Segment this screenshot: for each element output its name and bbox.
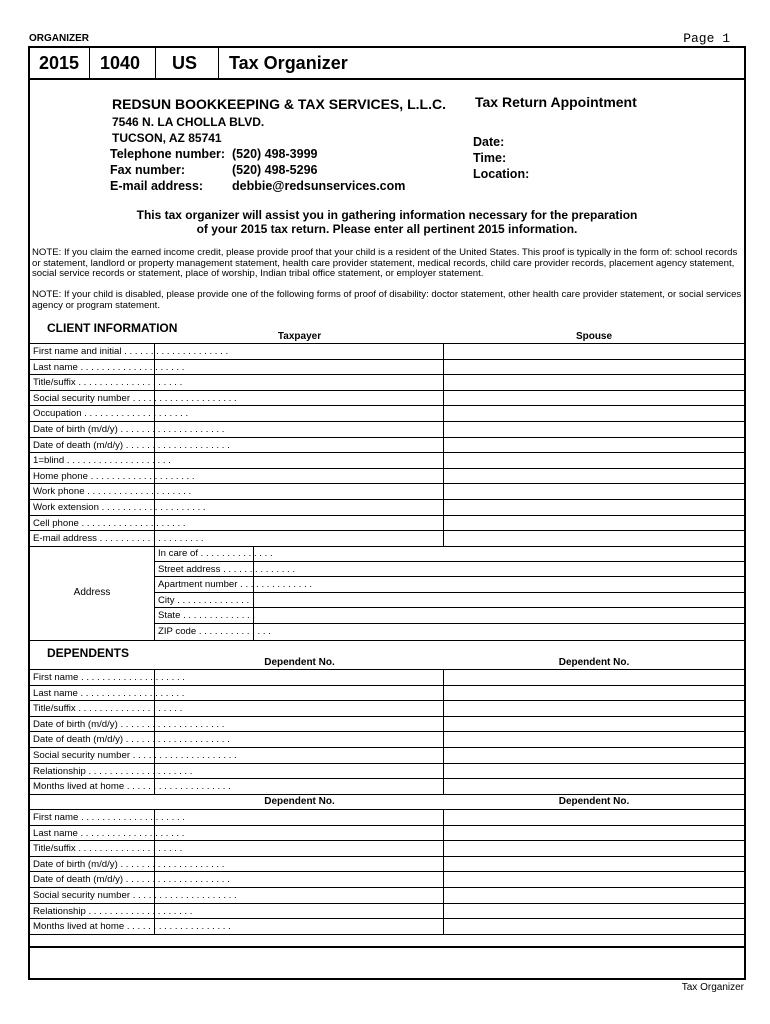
address-row-text: ZIP code [158, 625, 197, 637]
table-row [30, 375, 744, 391]
entry-field-left[interactable] [155, 826, 444, 841]
row-label-text: First name [33, 672, 79, 683]
row-label [30, 857, 225, 872]
entry-field-left[interactable] [155, 872, 444, 887]
intro-line1: This tax organizer will assist you in gathering information necessary for the preparation [136, 208, 638, 222]
row-label [30, 344, 229, 359]
entry-field-left[interactable] [155, 438, 444, 453]
entry-field-left[interactable] [155, 670, 444, 685]
row-label [30, 484, 192, 499]
appointment-title: Tax Return Appointment [475, 94, 637, 110]
row-label [30, 406, 189, 421]
dependents-table-1 [30, 669, 744, 795]
firm-address-line1: 7546 N. LA CHOLLA BLVD. [112, 115, 265, 129]
row-label [30, 391, 237, 406]
entry-field-right[interactable] [444, 826, 744, 841]
entry-field-right[interactable] [444, 717, 744, 732]
entry-field-left[interactable] [155, 422, 444, 437]
leader-dots: . . . . . . . . . . . . . . . . . . . . [77, 687, 185, 699]
leader-dots: . . . . . . . . . . . . . . . . . . . . [85, 905, 193, 917]
address-entry-field[interactable] [254, 593, 744, 608]
entry-field-left[interactable] [155, 531, 444, 546]
table-row [30, 531, 744, 547]
row-label [30, 904, 193, 919]
entry-field-right[interactable] [444, 406, 744, 421]
country-code: US [156, 48, 219, 78]
row-label-text: Cell phone [33, 517, 79, 529]
entry-field-right[interactable] [444, 670, 744, 685]
entry-field-left[interactable] [155, 857, 444, 872]
row-label-text: Title/suffix [33, 703, 76, 715]
entry-field-right[interactable] [444, 516, 744, 531]
table-row [30, 810, 744, 826]
leader-dots: . . . . . . . . . . . . . . . . . . . . [64, 455, 171, 467]
entry-field-right[interactable] [444, 919, 744, 934]
row-label-text: Work phone [33, 486, 85, 498]
client-info-table [30, 343, 744, 547]
form-number: 1040 [90, 48, 156, 78]
row-label-text: 1=blind [33, 455, 65, 467]
table-row [30, 484, 744, 500]
appointment-location-label: Location: [473, 167, 530, 181]
address-row [155, 577, 744, 593]
entry-field-left[interactable] [155, 732, 444, 747]
contact-email [110, 178, 405, 194]
contact-label: Fax number: [110, 163, 186, 177]
entry-field-right[interactable] [444, 453, 744, 468]
entry-field-right[interactable] [444, 810, 744, 825]
contact-label: E-mail address: [110, 179, 204, 193]
leader-dots: . . . . . . . . . . . . . . . . . . . . [130, 749, 237, 761]
row-label-text: E-mail address [33, 533, 97, 545]
row-label-text: Date of death (m/d/y) [33, 874, 124, 886]
table-row [30, 748, 744, 764]
bottom-divider [30, 946, 744, 948]
entry-field-right[interactable] [444, 732, 744, 747]
table-row [30, 686, 744, 702]
page-number: Page 1 [683, 31, 730, 46]
contact-fax [110, 162, 405, 178]
entry-field-left[interactable] [155, 810, 444, 825]
leader-dots: . . . . . . . . . . . . . . [180, 610, 256, 622]
table-row [30, 391, 744, 407]
leader-dots: . . . . . . . . . . . . . . . . . . . . [123, 734, 230, 746]
leader-dots: . . . . . . . . . . . . . . . . . . . . [124, 921, 231, 933]
leader-dots: . . . . . . . . . . . . . . . . . . . . [130, 392, 237, 404]
form-header [30, 48, 744, 80]
address-entry-field[interactable] [254, 577, 744, 592]
tax-year: 2015 [30, 48, 90, 78]
row-label-text: Work extension [33, 501, 99, 513]
row-label [30, 360, 185, 375]
table-row [30, 516, 744, 532]
organizer-form [28, 46, 746, 980]
entry-field-right[interactable] [444, 857, 744, 872]
note-eic: NOTE: If you claim the earned income credit, please provide proof that your child is a resident of the United States. This proof is typically in the form of: school records or statement, landlord or property management statement, health care provider statement, medical records, child care provider records, placement agency statement, social service records or statement, place of worship, Indian tribal office statement, or employer statement. [32, 247, 738, 280]
row-label [30, 919, 231, 934]
entry-field-right[interactable] [444, 391, 744, 406]
row-label-text: Relationship [33, 765, 86, 777]
leader-dots: . . . . . . . . . . . . . . . . . . . . [78, 672, 185, 683]
entry-field-right[interactable] [444, 531, 744, 546]
leader-dots: . . . . . . . . . . . . . . [174, 594, 250, 606]
entry-field-left[interactable] [155, 841, 444, 856]
intro-line2: of your 2015 tax return. Please enter all pertinent 2015 information. [196, 222, 578, 236]
leader-dots: . . . . . . . . . . . . . . . . . . . . [98, 501, 206, 513]
address-row-text: In care of [158, 548, 198, 559]
address-label: Address [30, 546, 155, 640]
contact-value: (520) 498-3999 [232, 147, 318, 161]
firm-info [112, 96, 446, 146]
entry-field-left[interactable] [155, 406, 444, 421]
entry-field-right[interactable] [444, 904, 744, 919]
table-row [30, 469, 744, 485]
table-row [30, 453, 744, 469]
entry-field-right[interactable] [444, 701, 744, 716]
leader-dots: . . . . . . . . . . . . . . . . . . . . [75, 377, 183, 389]
row-label-text: Last name [33, 827, 78, 839]
table-row [30, 904, 744, 920]
row-label-text: Date of death (m/d/y) [33, 439, 124, 451]
table-row [30, 872, 744, 888]
entry-field-right[interactable] [444, 779, 744, 794]
entry-field-left[interactable] [155, 391, 444, 406]
contact-telephone [110, 146, 405, 162]
entry-field-right[interactable] [444, 872, 744, 887]
row-label [30, 438, 230, 453]
row-label [30, 872, 230, 887]
row-label [30, 500, 206, 515]
note-disabled: NOTE: If your child is disabled, please provide one of the following forms of proof of disability: doctor statement, other health care provider statement, or social services agency or program statement. [32, 289, 742, 311]
leader-dots: . . . . . . . . . . . . . . . . . . . . [78, 517, 186, 529]
entry-field-left[interactable] [155, 453, 444, 468]
leader-dots: . . . . . . . . . . . . . . . . . . . . [87, 470, 195, 482]
entry-field-left[interactable] [155, 764, 444, 779]
row-label [30, 422, 225, 437]
form-title: Tax Organizer [229, 52, 348, 73]
table-row [30, 360, 744, 376]
entry-field-right[interactable] [444, 484, 744, 499]
row-label-text: Home phone [33, 470, 88, 482]
client-section-title: CLIENT INFORMATION [47, 321, 178, 335]
row-label-text: Occupation [33, 408, 82, 420]
entry-field-right[interactable] [444, 764, 744, 779]
entry-field-right[interactable] [444, 375, 744, 390]
table-row [30, 764, 744, 780]
address-entry-field[interactable] [254, 624, 744, 640]
address-row-label [155, 546, 273, 561]
row-label-text: Social security number [33, 889, 131, 901]
row-label [30, 826, 185, 841]
firm-name: REDSUN BOOKKEEPING & TAX SERVICES, L.L.C. [112, 96, 446, 112]
row-label-text: Date of death (m/d/y) [33, 734, 124, 746]
entry-field-right[interactable] [444, 841, 744, 856]
spouse-header: Spouse [575, 331, 613, 342]
row-label [30, 701, 183, 716]
table-row [30, 841, 744, 857]
address-row-text: State [158, 610, 181, 622]
table-row [30, 344, 744, 360]
entry-field-left[interactable] [155, 360, 444, 375]
address-row [155, 546, 744, 562]
row-label [30, 686, 185, 701]
row-label-text: Social security number [33, 392, 131, 404]
entry-field-left[interactable] [155, 500, 444, 515]
leader-dots: . . . . . . . . . . . . . . . . . . . . [78, 812, 185, 823]
address-row [155, 562, 744, 578]
leader-dots: . . . . . . . . . . . . . . . . . . . . [77, 361, 185, 373]
address-row [155, 608, 744, 624]
table-row [30, 888, 744, 904]
leader-dots: . . . . . . . . . . . . . . [220, 563, 296, 575]
row-label-text: Date of birth (m/d/y) [33, 858, 118, 870]
entry-field-left[interactable] [155, 779, 444, 794]
row-label-text: Date of birth (m/d/y) [33, 423, 118, 435]
leader-dots: . . . . . . . . . . . . . . . . . . . . [124, 781, 231, 793]
row-label-text: Title/suffix [33, 843, 76, 855]
leader-dots: . . . . . . . . . . . . . . . . . . . . [123, 439, 230, 451]
entry-field-right[interactable] [444, 748, 744, 763]
row-label [30, 764, 193, 779]
leader-dots: . . . . . . . . . . . . . . . . . . . . [75, 703, 183, 715]
address-block [30, 546, 744, 641]
organizer-label: ORGANIZER [29, 33, 89, 44]
entry-field-right[interactable] [444, 344, 744, 359]
row-label [30, 516, 186, 531]
dependent-header: Dependent No. [558, 796, 630, 807]
contact-label: Telephone number: [110, 147, 226, 161]
dependent-header: Dependent No. [264, 657, 335, 668]
entry-field-right[interactable] [444, 422, 744, 437]
row-label-text: First name [33, 812, 79, 823]
leader-dots: . . . . . . . . . . . . . . . . . . . . [123, 874, 230, 886]
dependents-table-2 [30, 809, 744, 935]
table-row [30, 701, 744, 717]
dependents-section-title: DEPENDENTS [47, 646, 130, 660]
row-label-text: Last name [33, 361, 78, 373]
table-row [30, 438, 744, 454]
entry-field-left[interactable] [155, 888, 444, 903]
address-row-text: Street address [158, 563, 221, 575]
leader-dots: . . . . . . . . . . . . . . . . . . . . [81, 408, 189, 420]
leader-dots: . . . . . . . . . . . . . . . . . . . . [117, 423, 225, 435]
row-label [30, 841, 183, 856]
appointment-date-label: Date: [473, 135, 505, 149]
entry-field-right[interactable] [444, 469, 744, 484]
leader-dots: . . . . . . . . . . . . . . . . . . . . [85, 765, 193, 777]
row-label-text: Last name [33, 687, 78, 699]
contact-value: (520) 498-5296 [232, 163, 318, 177]
leader-dots: . . . . . . . . . . . . . . [196, 625, 271, 637]
leader-dots: . . . . . . . . . . . . . . . . . . . . [96, 533, 204, 545]
address-entry-field[interactable] [254, 562, 744, 577]
row-label-text: Months lived at home [33, 921, 125, 933]
table-row [30, 670, 744, 686]
row-label [30, 531, 204, 546]
row-label [30, 375, 183, 390]
entry-field-left[interactable] [155, 686, 444, 701]
address-row-label [155, 593, 254, 608]
table-row [30, 500, 744, 516]
entry-field-right[interactable] [444, 500, 744, 515]
entry-field-left[interactable] [155, 344, 444, 359]
row-label [30, 717, 225, 732]
address-row-label [155, 577, 313, 592]
row-label [30, 469, 195, 484]
row-label-text: Months lived at home [33, 781, 125, 793]
row-label-text: Date of birth (m/d/y) [33, 718, 118, 730]
address-row [155, 624, 744, 640]
table-row [30, 422, 744, 438]
entry-field-left[interactable] [155, 904, 444, 919]
leader-dots: . . . . . . . . . . . . . . . . . . . . [117, 858, 225, 870]
leader-dots: . . . . . . . . . . . . . . . . . . . . [117, 718, 225, 730]
leader-dots: . . . . . . . . . . . . . . . . . . . . [84, 486, 192, 498]
entry-field-left[interactable] [155, 469, 444, 484]
table-row [30, 406, 744, 422]
row-label [30, 453, 171, 468]
table-row [30, 732, 744, 748]
table-row [30, 826, 744, 842]
table-row [30, 779, 744, 795]
row-label [30, 732, 230, 747]
leader-dots: . . . . . . . . . . . . . . . . . . . . [77, 827, 185, 839]
row-label-text: Relationship [33, 905, 86, 917]
firm-address-line2: TUCSON, AZ 85741 [112, 131, 222, 145]
address-row-label [155, 562, 296, 577]
leader-dots: . . . . . . . . . . . . . . . . . . . . [130, 889, 237, 901]
entry-field-right[interactable] [444, 686, 744, 701]
row-label [30, 779, 231, 794]
intro-text [30, 208, 744, 236]
contact-value[interactable]: debbie@redsunservices.com [232, 179, 406, 193]
row-label [30, 888, 237, 903]
leader-dots: . . . . . . . . . . . . . . . . . . . . [121, 346, 229, 357]
entry-field-left[interactable] [155, 748, 444, 763]
address-row-text: City [158, 594, 175, 606]
row-label [30, 810, 185, 825]
row-label-text: Social security number [33, 749, 131, 761]
table-row [30, 717, 744, 733]
firm-contacts [110, 146, 405, 194]
entry-field-right[interactable] [444, 888, 744, 903]
address-row [155, 593, 744, 609]
row-label [30, 748, 237, 763]
table-row [30, 919, 744, 935]
leader-dots: . . . . . . . . . . . . . . [237, 579, 313, 591]
taxpayer-header: Taxpayer [277, 331, 322, 342]
entry-field-left[interactable] [155, 484, 444, 499]
row-label-text: First name and initial [33, 346, 122, 357]
entry-field-right[interactable] [444, 438, 744, 453]
leader-dots: . . . . . . . . . . . . . . . . . . . . [75, 843, 183, 855]
entry-field-left[interactable] [155, 375, 444, 390]
address-row-text: Apartment number [158, 579, 238, 591]
address-entry-field[interactable] [254, 546, 744, 561]
entry-field-left[interactable] [155, 717, 444, 732]
table-row [30, 857, 744, 873]
appointment-time-label: Time: [473, 151, 507, 165]
row-label [30, 670, 185, 685]
entry-field-right[interactable] [444, 360, 744, 375]
entry-field-left[interactable] [155, 516, 444, 531]
footer-label: Tax Organizer [681, 982, 744, 993]
appointment-fields [473, 134, 529, 182]
dependent-header: Dependent No. [558, 657, 630, 668]
leader-dots: . . . . . . . . . . . . . . [198, 548, 273, 559]
address-row-label [155, 608, 254, 623]
address-entry-field[interactable] [254, 608, 744, 623]
entry-field-left[interactable] [155, 919, 444, 934]
entry-field-left[interactable] [155, 701, 444, 716]
row-label-text: Title/suffix [33, 377, 76, 389]
address-row-label [155, 624, 271, 640]
address-fields [155, 546, 744, 640]
dependent-header: Dependent No. [264, 796, 335, 807]
